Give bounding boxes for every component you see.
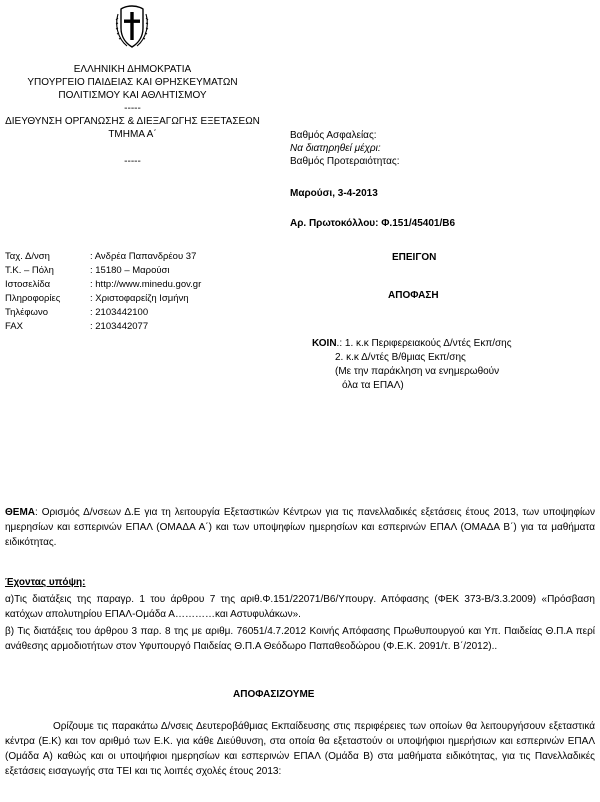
ministry-header — [0, 63, 265, 168]
koin-label: ΚΟΙΝ — [312, 338, 337, 349]
contact-row — [5, 278, 201, 292]
place-date: Μαρούσι, 3-4-2013 — [290, 188, 378, 199]
urgent-label: ΕΠΕΙΓΟΝ — [392, 252, 437, 263]
koin-item-1: .: 1. κ.κ Περιφερειακούς Δ/ντές Εκπ/σης — [336, 338, 512, 349]
contact-table — [5, 250, 201, 334]
contact-label: Τ.Κ. – Πόλη — [5, 265, 54, 276]
contact-row — [5, 320, 201, 334]
subject-text: : Ορισμός Δ/νσεων Δ.Ε για τη λειτουργία Εξεταστικών Κέντρων για τις πανελλαδικές εξετάσεις έτους 2013, των υποψηφίων ημερησίων και εσπερινών ΕΠΑΛ (ΟΜΑΔΑ Α΄) και των υποψηφίων ημερησίων και εσπερινών ΕΠΑΛ (ΟΜΑΔΑ Β΄) για τα μαθήματα ειδικότητας. — [5, 507, 595, 548]
koin-block — [312, 337, 512, 393]
contact-row — [5, 250, 201, 264]
contact-value: : http://www.minedu.gov.gr — [90, 279, 202, 290]
contact-label: FAX — [5, 321, 23, 332]
department-name: ΤΜΗΜΑ Α΄ — [108, 129, 157, 140]
contact-value: : Χριστοφαρείζη Ισμήνη — [90, 293, 189, 304]
ministry-line-2: ΠΟΛΙΤΙΣΜΟΥ ΚΑΙ ΑΘΛΗΤΙΣΜΟΥ — [58, 90, 207, 101]
contact-label: Ταχ. Δ/νση — [5, 251, 50, 262]
country-name: ΕΛΛΗΝΙΚΗ ΔΗΜΟΚΡΑΤΙΑ — [73, 64, 192, 75]
protocol-number: Αρ. Πρωτοκόλλου: Φ.151/45401/Β6 — [290, 218, 456, 229]
considering-title: Έχοντας υπόψη: — [5, 577, 86, 588]
koin-note-1: (Με την παράκληση να ενημερωθούν — [335, 366, 500, 377]
directorate-name: ΔΙΕΥΘΥΝΣΗ ΟΡΓΑΝΩΣΗΣ & ΔΙΕΞΑΓΩΓΗΣ ΕΞΕΤΑΣΕΩΝ — [5, 116, 260, 127]
priority-level: Βαθμός Προτεραιότητας: — [290, 156, 400, 167]
koin-note-2: όλα τα ΕΠΑΛ) — [342, 380, 404, 391]
security-block — [290, 129, 399, 168]
contact-row — [5, 264, 201, 278]
subject-paragraph — [5, 505, 595, 550]
contact-value: : 2103442100 — [90, 307, 149, 318]
keep-until: Να διατηρηθεί μέχρι: — [290, 143, 381, 154]
koin-item-2: 2. κ.κ Δ/ντές Β/θμιας Εκπ/σης — [335, 352, 466, 363]
subject-label: ΘΕΜΑ — [5, 507, 35, 518]
contact-row — [5, 292, 201, 306]
contact-row — [5, 306, 201, 320]
contact-value: : 2103442077 — [90, 321, 149, 332]
contact-value: : Ανδρέα Παπανδρέου 37 — [90, 251, 197, 262]
contact-label: Πληροφορίες — [5, 293, 61, 304]
greek-emblem-icon — [115, 4, 149, 50]
decision-title: ΑΠΟΦΑΣΗ — [388, 290, 439, 301]
contact-label: Τηλέφωνο — [5, 307, 48, 318]
considering-item-b: β) Τις διατάξεις του άρθρου 3 παρ. 8 της με αριθμ. 76051/4.7.2012 Κοινής Απόφασης Πρωθυπουργού και Υπ. Παιδείας Θ.Π.Α περί ανάθεσης αρμοδιοτήτων στον Υφυπουργό Παιδείας Θ.Π.Α Θεόδωρο Παπαθεοδώρου (Φ.Ε.Κ. 2091/τ. Β΄/2012).. — [5, 626, 595, 652]
we-decide-title: ΑΠΟΦΑΣΙΖΟΥΜΕ — [233, 689, 315, 700]
separator: ----- — [124, 156, 141, 167]
contact-label: Ιστοσελίδα — [5, 279, 51, 290]
body-paragraph: Ορίζουμε τις παρακάτω Δ/νσεις Δευτεροβάθμιας Εκπαίδευσης στις περιφέρειες των οποίων θα λειτουργήσουν εξεταστικά κέντρα (Ε.Κ) και τον αριθμό των Ε.Κ. για κάθε Διεύθυνση, στα οποία θα εξεταστούν οι υποψήφιοι ημερήσιων και εσπερινών ΕΠΑΛ (Ομάδα Α) καθώς και οι υποψήφιοι ημερησίων και εσπερινών ΕΠΑΛ (Ομάδα Β) στα μαθήματα ειδικότητας, για τις Πανελλαδικές εξετάσεις εισαγωγής στα ΤΕΙ και τις λοιπές σχολές έτους 2013: — [5, 721, 595, 777]
ministry-line-1: ΥΠΟΥΡΓΕΙΟ ΠΑΙΔΕΙΑΣ ΚΑΙ ΘΡΗΣΚΕΥΜΑΤΩΝ — [27, 77, 238, 88]
security-level: Βαθμός Ασφαλείας: — [290, 130, 377, 141]
separator: ----- — [124, 103, 141, 114]
contact-value: : 15180 – Μαρούσι — [90, 265, 170, 276]
considering-item-a: α)Τις διατάξεις της παραγρ. 1 του άρθρου 7 της αριθ.Φ.151/22071/Β6/Υπουργ. Απόφασης (ΦΕΚ 373-Β/3.3.2009) «Πρόσβαση κατόχων απολυτηρίου ΕΠΑΛ-Ομάδα Α…………και Αστυφυλάκων». — [5, 594, 595, 620]
